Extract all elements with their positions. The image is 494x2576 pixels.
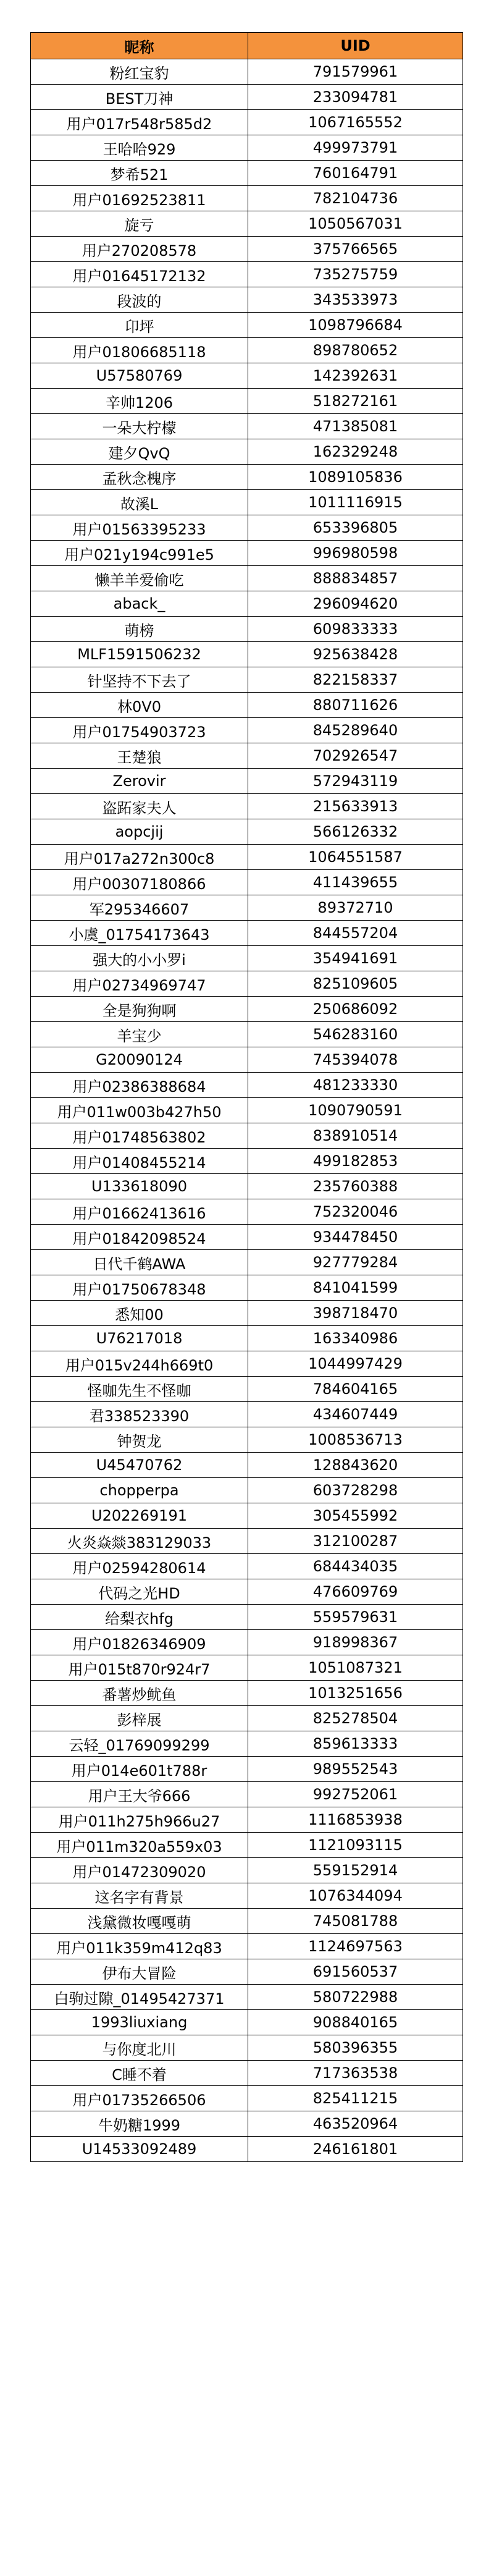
table-row	[31, 1858, 463, 1883]
nickname-cell: 用户01754903723	[31, 718, 248, 743]
winner-table	[30, 32, 463, 2162]
header-uid: UID	[248, 33, 463, 59]
nickname-cell: 用户02386388684	[31, 1073, 248, 1098]
uid-cell: 580722988	[248, 1985, 463, 2010]
table-row	[31, 870, 463, 895]
uid-cell: 1098796684	[248, 313, 463, 338]
nickname-cell: 用户02594280614	[31, 1554, 248, 1579]
uid-cell: 603728298	[248, 1478, 463, 1503]
nickname-cell: 日代千鹤AWA	[31, 1250, 248, 1275]
table-row	[31, 237, 463, 262]
uid-cell: 1013251656	[248, 1681, 463, 1706]
nickname-cell: U57580769	[31, 363, 248, 389]
table-row	[31, 287, 463, 313]
table-row	[31, 1123, 463, 1149]
uid-cell: 580396355	[248, 2035, 463, 2061]
header-nickname: 昵称	[31, 33, 248, 59]
nickname-cell: 用户01645172132	[31, 262, 248, 287]
nickname-cell: 云轻_01769099299	[31, 1731, 248, 1757]
uid-cell: 235760388	[248, 1174, 463, 1199]
table-row	[31, 1453, 463, 1478]
table-row	[31, 1351, 463, 1377]
table-header-row	[31, 33, 463, 59]
uid-cell: 927779284	[248, 1250, 463, 1275]
nickname-cell: aopcjij	[31, 819, 248, 845]
nickname-cell: 段波的	[31, 287, 248, 313]
nickname-cell: 怪咖先生不怪咖	[31, 1377, 248, 1402]
table-body	[31, 59, 463, 2162]
table-row	[31, 1605, 463, 1630]
uid-cell: 499973791	[248, 135, 463, 161]
uid-cell: 845289640	[248, 718, 463, 743]
nickname-cell: 林0V0	[31, 693, 248, 718]
nickname-cell: 浅黛微妆嘎嘎萌	[31, 1909, 248, 1934]
table-row	[31, 1174, 463, 1199]
table-row	[31, 161, 463, 186]
nickname-cell: 伊布大冒险	[31, 1959, 248, 1985]
uid-cell: 481233330	[248, 1073, 463, 1098]
nickname-cell: 用户011k359m412q83	[31, 1934, 248, 1959]
table-row	[31, 2061, 463, 2086]
uid-cell: 653396805	[248, 515, 463, 541]
uid-cell: 128843620	[248, 1453, 463, 1478]
uid-cell: 1124697563	[248, 1934, 463, 1959]
table-row	[31, 1630, 463, 1655]
nickname-cell: 萌榜	[31, 617, 248, 642]
nickname-cell: 用户01563395233	[31, 515, 248, 541]
uid-cell: 888834857	[248, 566, 463, 591]
uid-cell: 566126332	[248, 819, 463, 845]
table-row	[31, 1807, 463, 1833]
uid-cell: 859613333	[248, 1731, 463, 1757]
table-row	[31, 1554, 463, 1579]
table-row	[31, 997, 463, 1022]
nickname-cell: 建夕QvQ	[31, 439, 248, 465]
table-row	[31, 1402, 463, 1427]
nickname-cell: 粉红宝豹	[31, 59, 248, 85]
table-row	[31, 946, 463, 971]
table-row	[31, 1098, 463, 1123]
uid-cell: 844557204	[248, 921, 463, 946]
nickname-cell: 给梨衣hfg	[31, 1605, 248, 1630]
uid-cell: 463520964	[248, 2111, 463, 2137]
table-row	[31, 2035, 463, 2061]
uid-cell: 471385081	[248, 414, 463, 439]
table-row	[31, 845, 463, 870]
uid-cell: 1076344094	[248, 1883, 463, 1909]
table-row	[31, 971, 463, 997]
table-row	[31, 1655, 463, 1681]
nickname-cell: 用户01408455214	[31, 1149, 248, 1174]
table-row	[31, 1959, 463, 1985]
nickname-cell: C睡不着	[31, 2061, 248, 2086]
uid-cell: 1090790591	[248, 1098, 463, 1123]
table-row	[31, 1326, 463, 1351]
nickname-cell: 王楚狼	[31, 743, 248, 769]
nickname-cell: 孟秋念槐序	[31, 465, 248, 490]
table-row	[31, 591, 463, 617]
table-row	[31, 667, 463, 693]
table-row	[31, 1782, 463, 1807]
nickname-cell: U133618090	[31, 1174, 248, 1199]
table-row	[31, 1934, 463, 1959]
nickname-cell: 用户017a272n300c8	[31, 845, 248, 870]
uid-cell: 572943119	[248, 769, 463, 794]
table-row	[31, 1022, 463, 1047]
table-row	[31, 1909, 463, 1934]
uid-cell: 343533973	[248, 287, 463, 313]
table-row	[31, 186, 463, 211]
uid-cell: 1121093115	[248, 1833, 463, 1858]
table-row	[31, 541, 463, 566]
nickname-cell: G20090124	[31, 1047, 248, 1073]
nickname-cell: 故溪L	[31, 490, 248, 515]
table-row	[31, 439, 463, 465]
table-row	[31, 1301, 463, 1326]
table-row	[31, 693, 463, 718]
uid-cell: 434607449	[248, 1402, 463, 1427]
nickname-cell: 钟贺龙	[31, 1427, 248, 1453]
uid-cell: 1050567031	[248, 211, 463, 237]
uid-cell: 215633913	[248, 794, 463, 819]
uid-cell: 1044997429	[248, 1351, 463, 1377]
table-row	[31, 262, 463, 287]
nickname-cell: U14533092489	[31, 2137, 248, 2162]
uid-cell: 354941691	[248, 946, 463, 971]
nickname-cell: 全是狗狗啊	[31, 997, 248, 1022]
nickname-cell: 旋亏	[31, 211, 248, 237]
nickname-cell: aback_	[31, 591, 248, 617]
table-row	[31, 1757, 463, 1782]
uid-cell: 996980598	[248, 541, 463, 566]
nickname-cell: 梦希521	[31, 161, 248, 186]
nickname-cell: 辛帅1206	[31, 389, 248, 414]
nickname-cell: 彭梓展	[31, 1706, 248, 1731]
nickname-cell: 用户王大爷666	[31, 1782, 248, 1807]
table-row	[31, 414, 463, 439]
nickname-cell: 白驹过隙_01495427371	[31, 1985, 248, 2010]
table-row	[31, 2137, 463, 2162]
uid-cell: 1089105836	[248, 465, 463, 490]
nickname-cell: 针坚持不下去了	[31, 667, 248, 693]
nickname-cell: 与你度北川	[31, 2035, 248, 2061]
uid-cell: 398718470	[248, 1301, 463, 1326]
table-row	[31, 642, 463, 667]
table-row	[31, 794, 463, 819]
nickname-cell: 火炎焱燚383129033	[31, 1529, 248, 1554]
uid-cell: 1011116915	[248, 490, 463, 515]
uid-cell: 1116853938	[248, 1807, 463, 1833]
nickname-cell: 用户01826346909	[31, 1630, 248, 1655]
nickname-cell: MLF1591506232	[31, 642, 248, 667]
table-row	[31, 85, 463, 110]
uid-cell: 312100287	[248, 1529, 463, 1554]
uid-cell: 559152914	[248, 1858, 463, 1883]
uid-cell: 825278504	[248, 1706, 463, 1731]
table-row	[31, 1047, 463, 1073]
uid-cell: 782104736	[248, 186, 463, 211]
uid-cell: 233094781	[248, 85, 463, 110]
table-row	[31, 1681, 463, 1706]
table-row	[31, 363, 463, 389]
uid-cell: 559579631	[248, 1605, 463, 1630]
table-row	[31, 338, 463, 363]
winner-list-sheet	[30, 32, 463, 2162]
table-row	[31, 1478, 463, 1503]
table-row	[31, 1427, 463, 1453]
nickname-cell: 用户01472309020	[31, 1858, 248, 1883]
uid-cell: 908840165	[248, 2010, 463, 2035]
uid-cell: 518272161	[248, 389, 463, 414]
nickname-cell: 牛奶糖1999	[31, 2111, 248, 2137]
uid-cell: 925638428	[248, 642, 463, 667]
table-row	[31, 617, 463, 642]
uid-cell: 760164791	[248, 161, 463, 186]
nickname-cell: 悉知00	[31, 1301, 248, 1326]
uid-cell: 825411215	[248, 2086, 463, 2111]
uid-cell: 934478450	[248, 1225, 463, 1250]
uid-cell: 702926547	[248, 743, 463, 769]
uid-cell: 1064551587	[248, 845, 463, 870]
nickname-cell: 卬坪	[31, 313, 248, 338]
table-row	[31, 2111, 463, 2137]
uid-cell: 684434035	[248, 1554, 463, 1579]
table-row	[31, 743, 463, 769]
uid-cell: 246161801	[248, 2137, 463, 2162]
uid-cell: 791579961	[248, 59, 463, 85]
nickname-cell: 强大的小小罗i	[31, 946, 248, 971]
table-row	[31, 1275, 463, 1301]
uid-cell: 918998367	[248, 1630, 463, 1655]
nickname-cell: 用户01750678348	[31, 1275, 248, 1301]
table-row	[31, 490, 463, 515]
uid-cell: 898780652	[248, 338, 463, 363]
table-row	[31, 515, 463, 541]
nickname-cell: chopperpa	[31, 1478, 248, 1503]
uid-cell: 305455992	[248, 1503, 463, 1529]
nickname-cell: 用户02734969747	[31, 971, 248, 997]
nickname-cell: 懒羊羊爱偷吃	[31, 566, 248, 591]
uid-cell: 838910514	[248, 1123, 463, 1149]
table-row	[31, 1883, 463, 1909]
uid-cell: 476609769	[248, 1579, 463, 1605]
nickname-cell: 用户021y194c991e5	[31, 541, 248, 566]
nickname-cell: BEST刀神	[31, 85, 248, 110]
uid-cell: 142392631	[248, 363, 463, 389]
nickname-cell: 羊宝少	[31, 1022, 248, 1047]
nickname-cell: U45470762	[31, 1453, 248, 1478]
uid-cell: 784604165	[248, 1377, 463, 1402]
nickname-cell: 用户270208578	[31, 237, 248, 262]
nickname-cell: U202269191	[31, 1503, 248, 1529]
table-row	[31, 1529, 463, 1554]
uid-cell: 250686092	[248, 997, 463, 1022]
table-row	[31, 135, 463, 161]
table-row	[31, 1073, 463, 1098]
uid-cell: 546283160	[248, 1022, 463, 1047]
table-row	[31, 1985, 463, 2010]
uid-cell: 89372710	[248, 895, 463, 921]
table-row	[31, 1706, 463, 1731]
table-row	[31, 1833, 463, 1858]
uid-cell: 1051087321	[248, 1655, 463, 1681]
nickname-cell: 小虞_01754173643	[31, 921, 248, 946]
table-row	[31, 1149, 463, 1174]
nickname-cell: 用户01692523811	[31, 186, 248, 211]
table-row	[31, 59, 463, 85]
uid-cell: 162329248	[248, 439, 463, 465]
nickname-cell: 盗跖家夫人	[31, 794, 248, 819]
uid-cell: 717363538	[248, 2061, 463, 2086]
nickname-cell: 君338523390	[31, 1402, 248, 1427]
nickname-cell: 1993liuxiang	[31, 2010, 248, 2035]
uid-cell: 499182853	[248, 1149, 463, 1174]
nickname-cell: 一朵大柠檬	[31, 414, 248, 439]
table-row	[31, 1731, 463, 1757]
uid-cell: 375766565	[248, 237, 463, 262]
nickname-cell: Zerovir	[31, 769, 248, 794]
nickname-cell: 用户01842098524	[31, 1225, 248, 1250]
table-row	[31, 1579, 463, 1605]
uid-cell: 825109605	[248, 971, 463, 997]
nickname-cell: 用户011h275h966u27	[31, 1807, 248, 1833]
table-row	[31, 313, 463, 338]
nickname-cell: 用户01735266506	[31, 2086, 248, 2111]
table-row	[31, 819, 463, 845]
nickname-cell: 用户00307180866	[31, 870, 248, 895]
uid-cell: 992752061	[248, 1782, 463, 1807]
nickname-cell: 用户01806685118	[31, 338, 248, 363]
table-row	[31, 718, 463, 743]
table-row	[31, 566, 463, 591]
table-row	[31, 921, 463, 946]
nickname-cell: 用户01662413616	[31, 1199, 248, 1225]
table-row	[31, 1503, 463, 1529]
uid-cell: 163340986	[248, 1326, 463, 1351]
nickname-cell: 用户015v244h669t0	[31, 1351, 248, 1377]
table-row	[31, 895, 463, 921]
nickname-cell: 这名字有背景	[31, 1883, 248, 1909]
nickname-cell: 用户011w003b427h50	[31, 1098, 248, 1123]
uid-cell: 1008536713	[248, 1427, 463, 1453]
table-row	[31, 465, 463, 490]
nickname-cell: 军295346607	[31, 895, 248, 921]
uid-cell: 752320046	[248, 1199, 463, 1225]
uid-cell: 989552543	[248, 1757, 463, 1782]
uid-cell: 609833333	[248, 617, 463, 642]
nickname-cell: 用户017r548r585d2	[31, 110, 248, 135]
table-row	[31, 1377, 463, 1402]
uid-cell: 296094620	[248, 591, 463, 617]
table-row	[31, 769, 463, 794]
nickname-cell: 用户015t870r924r7	[31, 1655, 248, 1681]
nickname-cell: 用户01748563802	[31, 1123, 248, 1149]
nickname-cell: 用户014e601t788r	[31, 1757, 248, 1782]
uid-cell: 1067165552	[248, 110, 463, 135]
table-row	[31, 110, 463, 135]
uid-cell: 411439655	[248, 870, 463, 895]
table-row	[31, 211, 463, 237]
nickname-cell: 用户011m320a559x03	[31, 1833, 248, 1858]
nickname-cell: U76217018	[31, 1326, 248, 1351]
table-row	[31, 1225, 463, 1250]
table-row	[31, 389, 463, 414]
uid-cell: 841041599	[248, 1275, 463, 1301]
table-row	[31, 2010, 463, 2035]
uid-cell: 691560537	[248, 1959, 463, 1985]
uid-cell: 745081788	[248, 1909, 463, 1934]
uid-cell: 880711626	[248, 693, 463, 718]
nickname-cell: 代码之光HD	[31, 1579, 248, 1605]
table-row	[31, 2086, 463, 2111]
nickname-cell: 王哈哈929	[31, 135, 248, 161]
uid-cell: 735275759	[248, 262, 463, 287]
table-row	[31, 1199, 463, 1225]
table-row	[31, 1250, 463, 1275]
uid-cell: 822158337	[248, 667, 463, 693]
nickname-cell: 番薯炒鱿鱼	[31, 1681, 248, 1706]
uid-cell: 745394078	[248, 1047, 463, 1073]
